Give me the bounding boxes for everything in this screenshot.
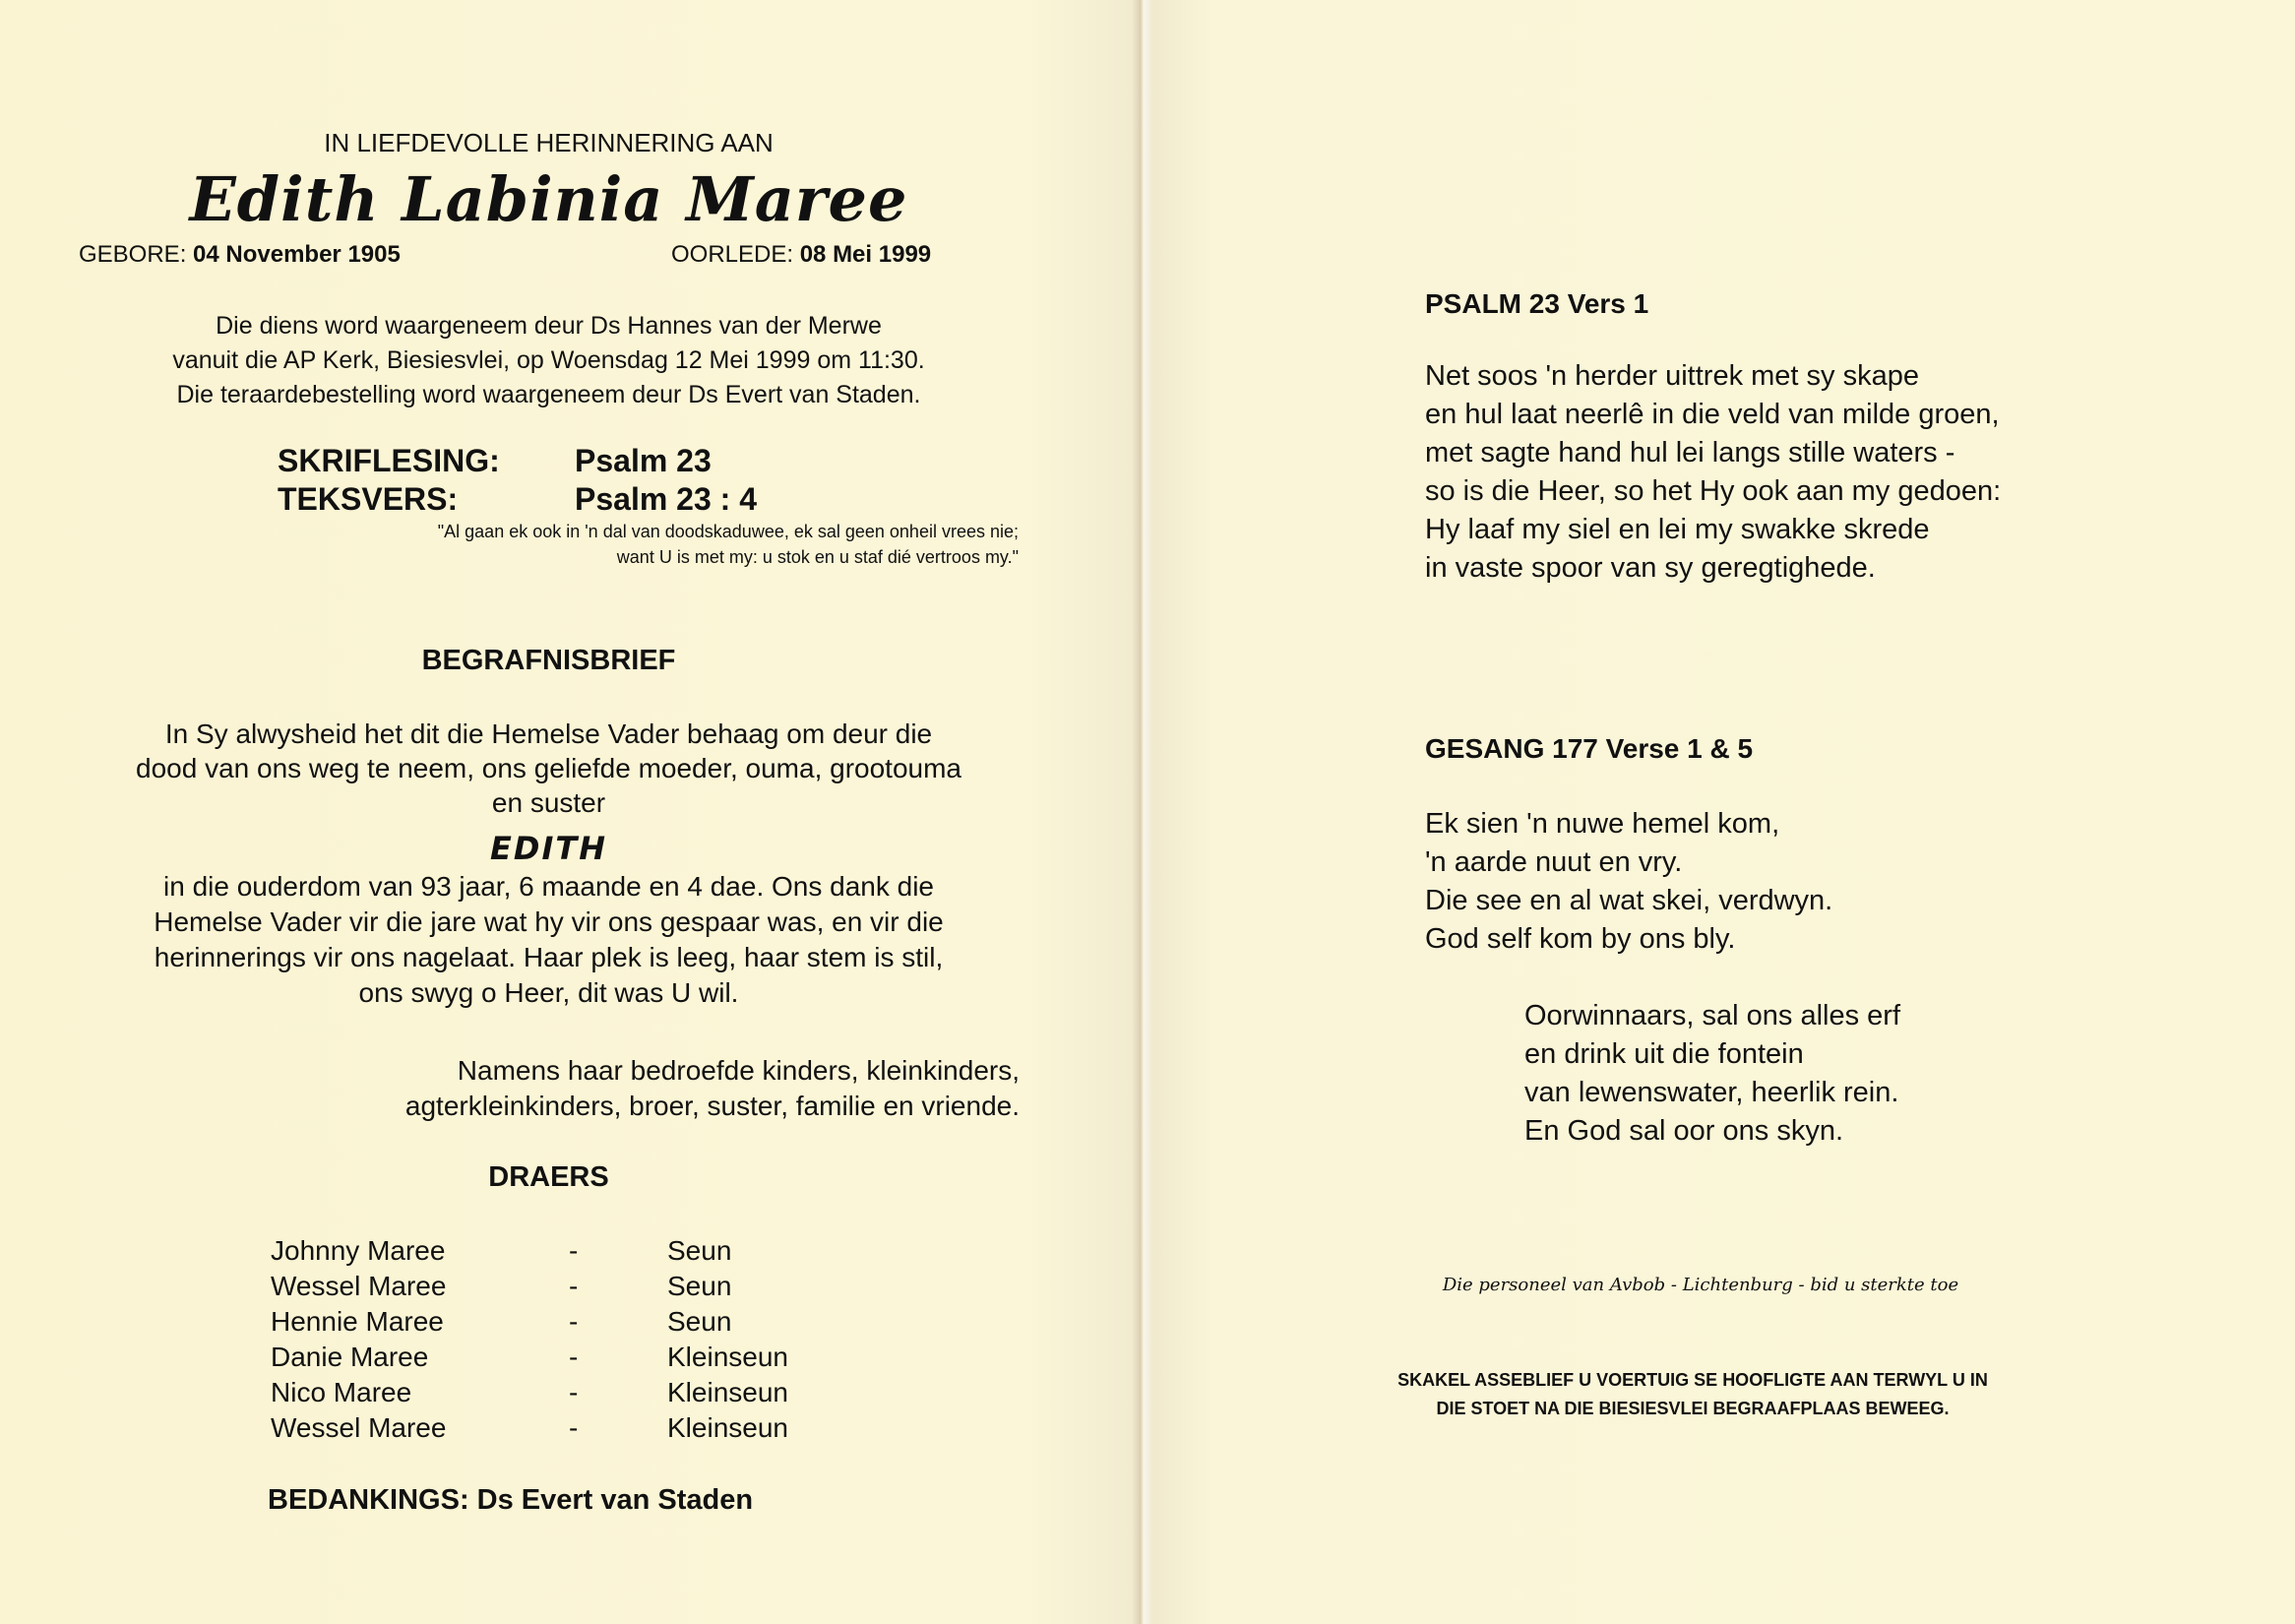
born-label: GEBORE: [79, 241, 187, 268]
on-behalf-line: agterkleinkinders, broer, suster, familie en vriende. [404, 1091, 1020, 1121]
letter-line: In Sy alwysheid het dit die Hemelse Vader behaag om deur die [164, 718, 933, 749]
service-line: vanuit die AP Kerk, Biesiesvlei, op Woensdag 12 Mei 1999 om 11:30. [172, 346, 925, 374]
death-date [671, 241, 931, 269]
bearer-name: Hennie Maree [271, 1306, 444, 1337]
hymn-verse-1 [1425, 805, 1832, 959]
hymn-line: God self kom by ons bly. [1425, 923, 1736, 955]
psalm-line: met sagte hand hul lei langs stille waters - [1425, 437, 1955, 468]
died-label: OORLEDE: [671, 241, 794, 268]
letter-line: en suster [491, 787, 606, 818]
funeral-letter-body [0, 869, 1097, 1011]
bearer-dash: - [569, 1412, 579, 1443]
psalm-line: in vaste spoor van sy geregtighede. [1425, 552, 1876, 584]
verse-quote-line: want U is met my: u stok en u staf dié vertroos my." [616, 547, 1019, 567]
bearer-dash: - [569, 1306, 579, 1337]
bearer-relation: Kleinseun [667, 1377, 788, 1407]
notice-line: SKAKEL ASSEBLIEF U VOERTUIG SE HOOFLIGTE AAN TERWYL U IN [1397, 1370, 1988, 1390]
service-details [0, 309, 1097, 412]
hymn-line: en drink uit die fontein [1524, 1038, 1804, 1070]
pallbearers-heading: DRAERS [488, 1161, 609, 1193]
bearer-relation: Seun [667, 1306, 732, 1337]
page-fold [1132, 0, 1153, 1624]
procession-notice [1348, 1366, 2037, 1423]
bearer-name: Wessel Maree [271, 1271, 447, 1301]
right-page [1146, 0, 2295, 1624]
bearer-name: Danie Maree [271, 1342, 429, 1372]
hymn-line: Ek sien 'n nuwe hemel kom, [1425, 808, 1780, 840]
hymn-line: Oorwinnaars, sal ons alles erf [1524, 1000, 1900, 1031]
psalm-line: Net soos 'n herder uittrek met sy skape [1425, 360, 1919, 392]
acknowledgements: BEDANKINGS: Ds Evert van Staden [268, 1484, 754, 1516]
bearer-name: Nico Maree [271, 1377, 412, 1407]
verse-quote-line: "Al gaan ek ook in 'n dal van doodskaduwee, ek sal geen onheil vrees nie; [437, 522, 1019, 541]
letter-line: in die ouderdom van 93 jaar, 6 maande en 4 dae. Ons dank die [163, 871, 934, 902]
first-name: EDITH [490, 830, 607, 867]
psalm-line: en hul laat neerlê in die veld van milde groen, [1425, 399, 2000, 430]
letter-line: Hemelse Vader vir die jare wat hy vir ons gespaar was, en vir die [154, 906, 944, 937]
letter-line: dood van ons weg te neem, ons geliefde moeder, ouma, grootouma [136, 753, 961, 783]
reading-label: SKRIFLESING: [278, 443, 500, 478]
bearer-relation: Seun [667, 1235, 732, 1266]
bearer-dash: - [569, 1377, 579, 1407]
psalm-verse [1425, 357, 2001, 588]
psalm-line: Hy laaf my siel en lei my swakke skrede [1425, 514, 1930, 545]
bearer-relation: Seun [667, 1271, 732, 1301]
hymn-heading: GESANG 177 Verse 1 & 5 [1425, 733, 1754, 764]
text-verse-label: TEKSVERS: [278, 481, 459, 517]
hymn-line: 'n aarde nuut en vry. [1425, 846, 1683, 878]
reading-value: Psalm 23 [575, 443, 712, 478]
hymn-line: Die see en al wat skei, verdwyn. [1425, 885, 1833, 916]
psalm-heading: PSALM 23 Vers 1 [1425, 288, 1649, 319]
bearer-relation: Kleinseun [667, 1412, 788, 1443]
on-behalf-line: Namens haar bedroefde kinders, kleinkinders, [457, 1055, 1020, 1086]
service-line: Die diens word waargeneem deur Ds Hannes van der Merwe [216, 312, 882, 340]
hymn-line: van lewenswater, heerlik rein. [1524, 1077, 1899, 1108]
memorial-intro: IN LIEFDEVOLLE HERINNERING AAN [324, 128, 774, 157]
hymn-line: En God sal oor ons skyn. [1524, 1115, 1843, 1147]
bearer-dash: - [569, 1271, 579, 1301]
notice-line: DIE STOET NA DIE BIESIESVLEI BEGRAAFPLAAS BEWEEG. [1436, 1399, 1950, 1418]
bearer-name: Wessel Maree [271, 1412, 447, 1443]
bearer-name: Johnny Maree [271, 1235, 446, 1266]
letter-line: ons swyg o Heer, dit was U wil. [358, 977, 739, 1008]
text-verse-value: Psalm 23 : 4 [575, 481, 757, 517]
service-line: Die teraardebestelling word waargeneem deur Ds Evert van Staden. [176, 381, 921, 408]
letter-line: herinnerings vir ons nagelaat. Haar plek is leeg, haar stem is stil, [154, 942, 944, 972]
deceased-name: Edith Labinia Maree [189, 163, 908, 235]
bearer-relation: Kleinseun [667, 1342, 788, 1372]
bearer-dash: - [569, 1342, 579, 1372]
died-date: 08 Mei 1999 [799, 241, 932, 268]
born-date: 04 November 1905 [193, 241, 401, 268]
staff-condolence: Die personeel van Avbob - Lichtenburg - bid u sterkte toe [1442, 1275, 1959, 1295]
psalm-line: so is die Heer, so het Hy ook aan my gedoen: [1425, 475, 2002, 507]
birth-date [79, 241, 401, 269]
funeral-letter-heading: BEGRAFNISBRIEF [421, 645, 676, 676]
bearer-dash: - [569, 1235, 579, 1266]
on-behalf-of [405, 1053, 1020, 1124]
hymn-verse-5 [1524, 997, 1900, 1151]
funeral-letter-intro [0, 717, 1097, 820]
left-page [0, 0, 1140, 1624]
